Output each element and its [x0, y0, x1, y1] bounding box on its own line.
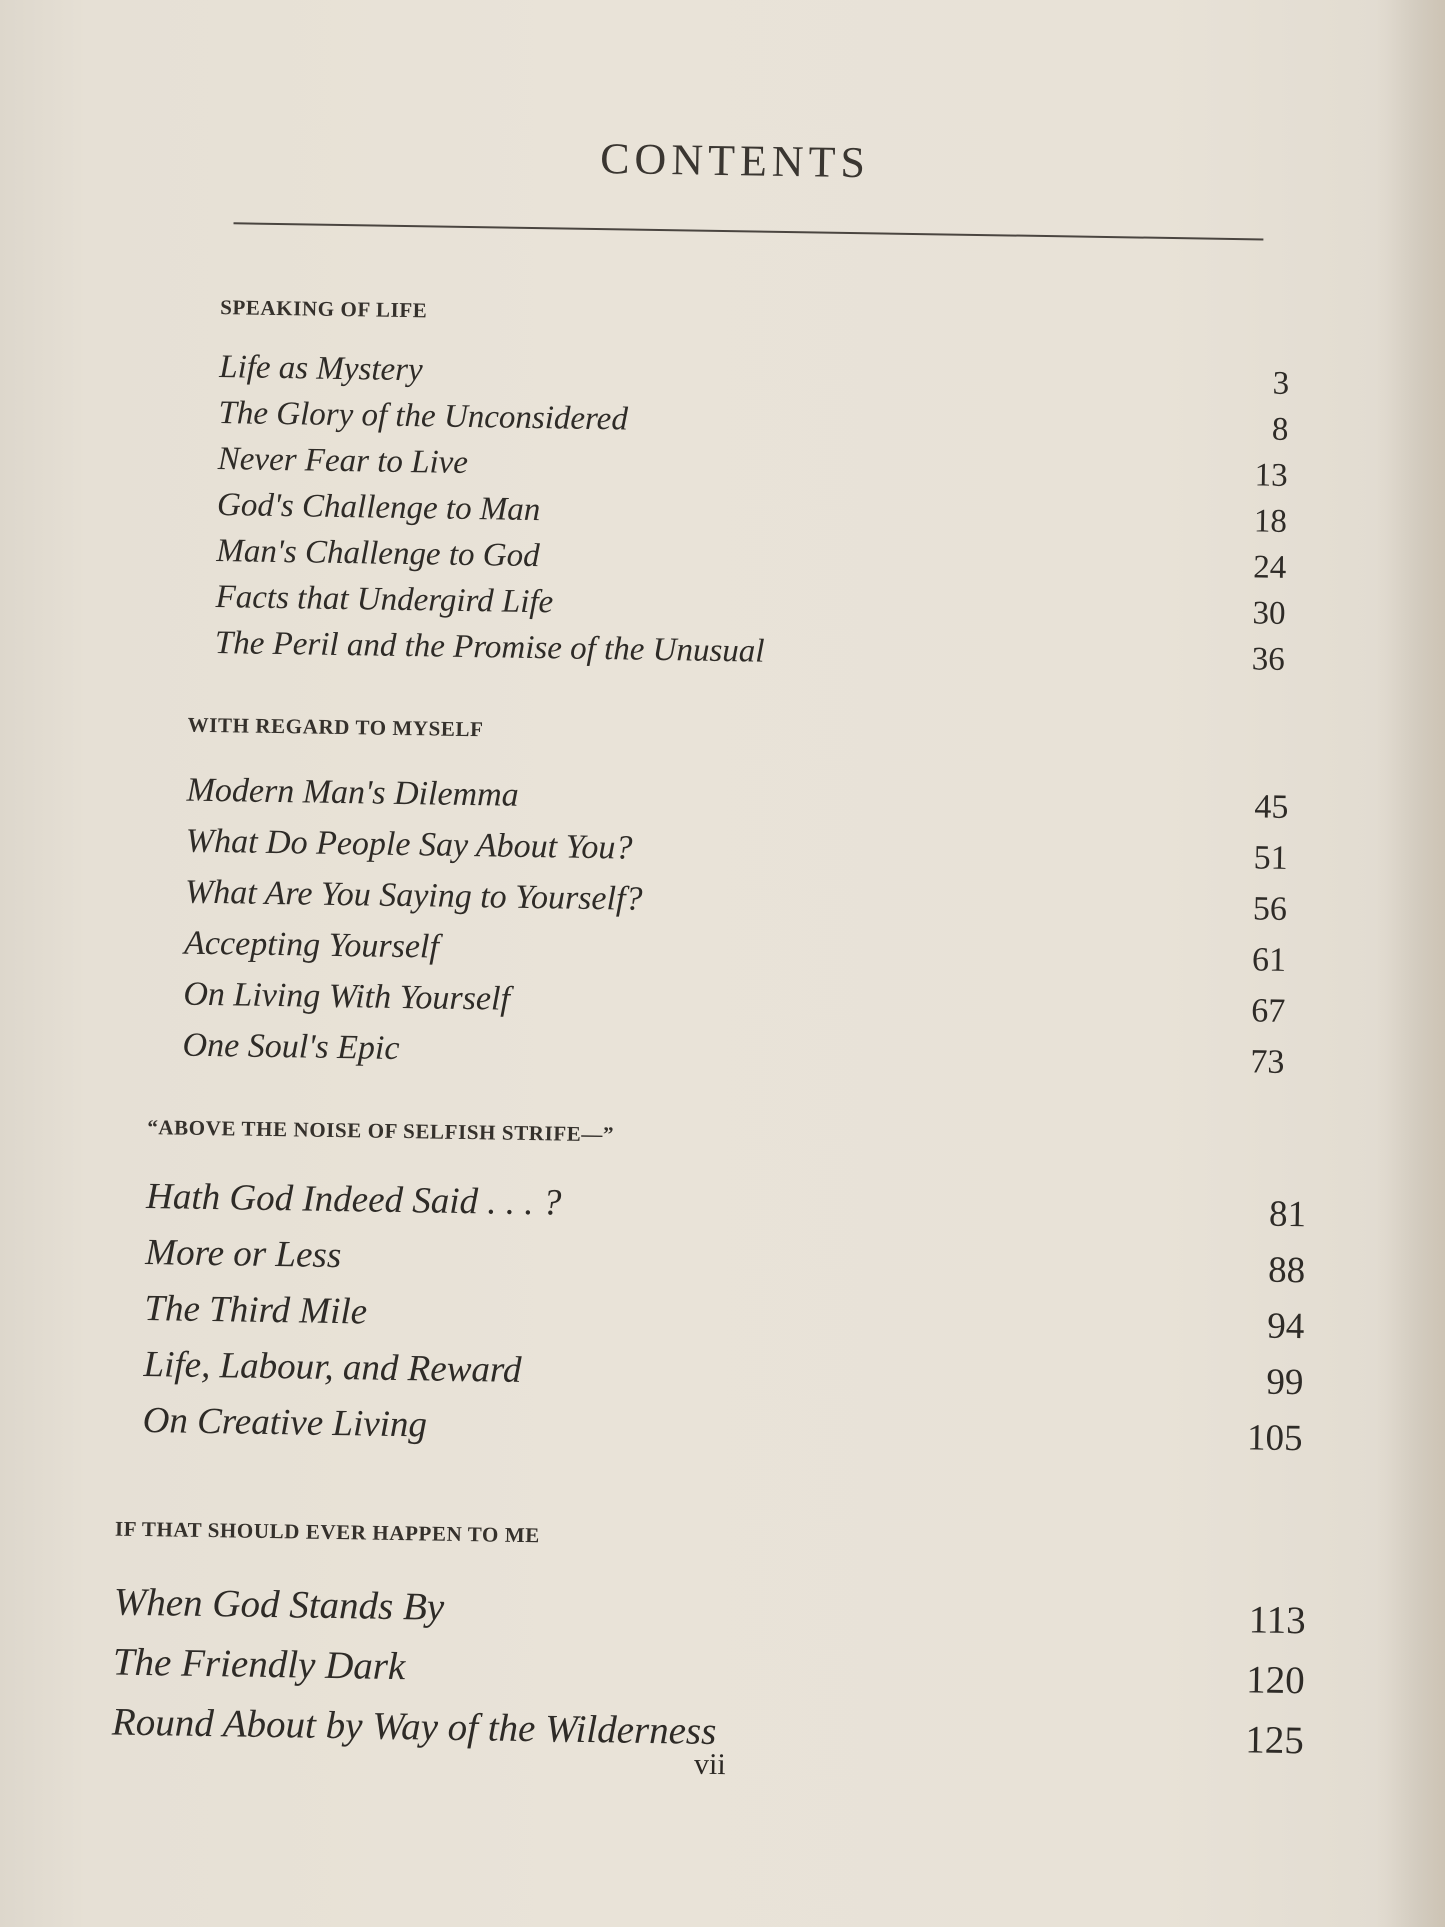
toc-entry[interactable]	[214, 620, 1286, 678]
entry-page: 67	[1250, 992, 1286, 1030]
entry-page: 56	[1252, 890, 1288, 928]
entry-page: 3	[1272, 365, 1290, 402]
entry-page: 13	[1254, 457, 1288, 494]
entry-title: The Third Mile	[144, 1288, 368, 1333]
entry-title: Accepting Yourself	[183, 924, 440, 966]
entry-page: 51	[1253, 839, 1288, 877]
section-speaking-of-life	[214, 284, 1290, 678]
entry-title: Hath God Indeed Said . . . ?	[145, 1176, 562, 1224]
entry-page: 120	[1245, 1658, 1306, 1703]
entry-page: 30	[1252, 595, 1286, 632]
entry-page: 8	[1271, 411, 1289, 448]
entry-title: The Glory of the Unconsidered	[218, 395, 629, 438]
toc-entry[interactable]	[143, 1337, 1304, 1404]
entry-title: What Are You Saying to Yourself?	[184, 873, 643, 918]
entry-page: 99	[1266, 1361, 1304, 1404]
contents-title: CONTENTS	[599, 134, 871, 188]
entry-page: 36	[1251, 641, 1286, 678]
entry-title: More or Less	[145, 1232, 342, 1277]
title-rule	[233, 222, 1263, 240]
section-heading: IF THAT SHOULD EVER HAPPEN TO ME	[114, 1516, 541, 1548]
entry-title: Life as Mystery	[218, 349, 423, 389]
section-heading: SPEAKING OF LIFE	[220, 295, 428, 323]
toc-entry[interactable]	[184, 867, 1288, 928]
section-above-the-noise	[142, 1099, 1307, 1460]
entry-title: On Creative Living	[142, 1399, 428, 1446]
entry-page: 18	[1253, 503, 1288, 540]
toc-entry[interactable]	[145, 1225, 1306, 1292]
toc-entry[interactable]	[186, 765, 1289, 826]
entry-title: Man's Challenge to God	[216, 533, 540, 575]
toc-entry[interactable]	[185, 816, 1288, 877]
entry-title: God's Challenge to Man	[216, 487, 541, 529]
entry-title: When God Stands By	[113, 1580, 445, 1629]
entry-page: 94	[1266, 1305, 1305, 1348]
entry-title: Facts that Undergird Life	[215, 579, 554, 621]
entry-title: Life, Labour, and Reward	[143, 1343, 522, 1391]
entry-title: The Peril and the Promise of the Unusual	[214, 625, 765, 670]
entry-page: 81	[1268, 1193, 1307, 1236]
entry-title: One Soul's Epic	[182, 1026, 400, 1067]
entry-title: The Friendly Dark	[112, 1640, 406, 1689]
entry-title: What Do People Say About You?	[185, 822, 633, 867]
toc-entry[interactable]	[112, 1633, 1306, 1703]
toc-entry[interactable]	[183, 969, 1286, 1030]
section-with-regard-to-myself	[182, 700, 1289, 1081]
entry-title: Never Fear to Live	[217, 441, 469, 481]
entry-title: On Living With Yourself	[183, 975, 511, 1018]
entry-page: 24	[1252, 549, 1287, 586]
entry-page: 61	[1251, 941, 1287, 979]
toc-entry[interactable]	[113, 1573, 1307, 1643]
section-heading: “ABOVE THE NOISE OF SELFISH STRIFE—”	[147, 1115, 615, 1147]
toc-entry[interactable]	[142, 1393, 1303, 1460]
toc-entry[interactable]	[182, 1020, 1285, 1081]
entry-title: Round About by Way of the Wilderness	[111, 1700, 717, 1754]
section-heading: WITH REGARD TO MYSELF	[187, 712, 484, 742]
page-number: vii	[693, 1747, 726, 1782]
toc-entry[interactable]	[144, 1281, 1305, 1348]
entry-page: 105	[1246, 1417, 1303, 1460]
section-if-that-should-ever-happen	[111, 1499, 1307, 1763]
entry-page: 125	[1244, 1718, 1305, 1763]
toc-entry[interactable]	[145, 1169, 1307, 1236]
entry-page: 113	[1248, 1598, 1307, 1643]
entry-title: Modern Man's Dilemma	[186, 771, 519, 814]
entry-page: 45	[1254, 788, 1289, 826]
entry-page: 73	[1250, 1043, 1285, 1081]
toc-entry[interactable]	[183, 918, 1287, 979]
entry-page: 88	[1267, 1249, 1306, 1292]
